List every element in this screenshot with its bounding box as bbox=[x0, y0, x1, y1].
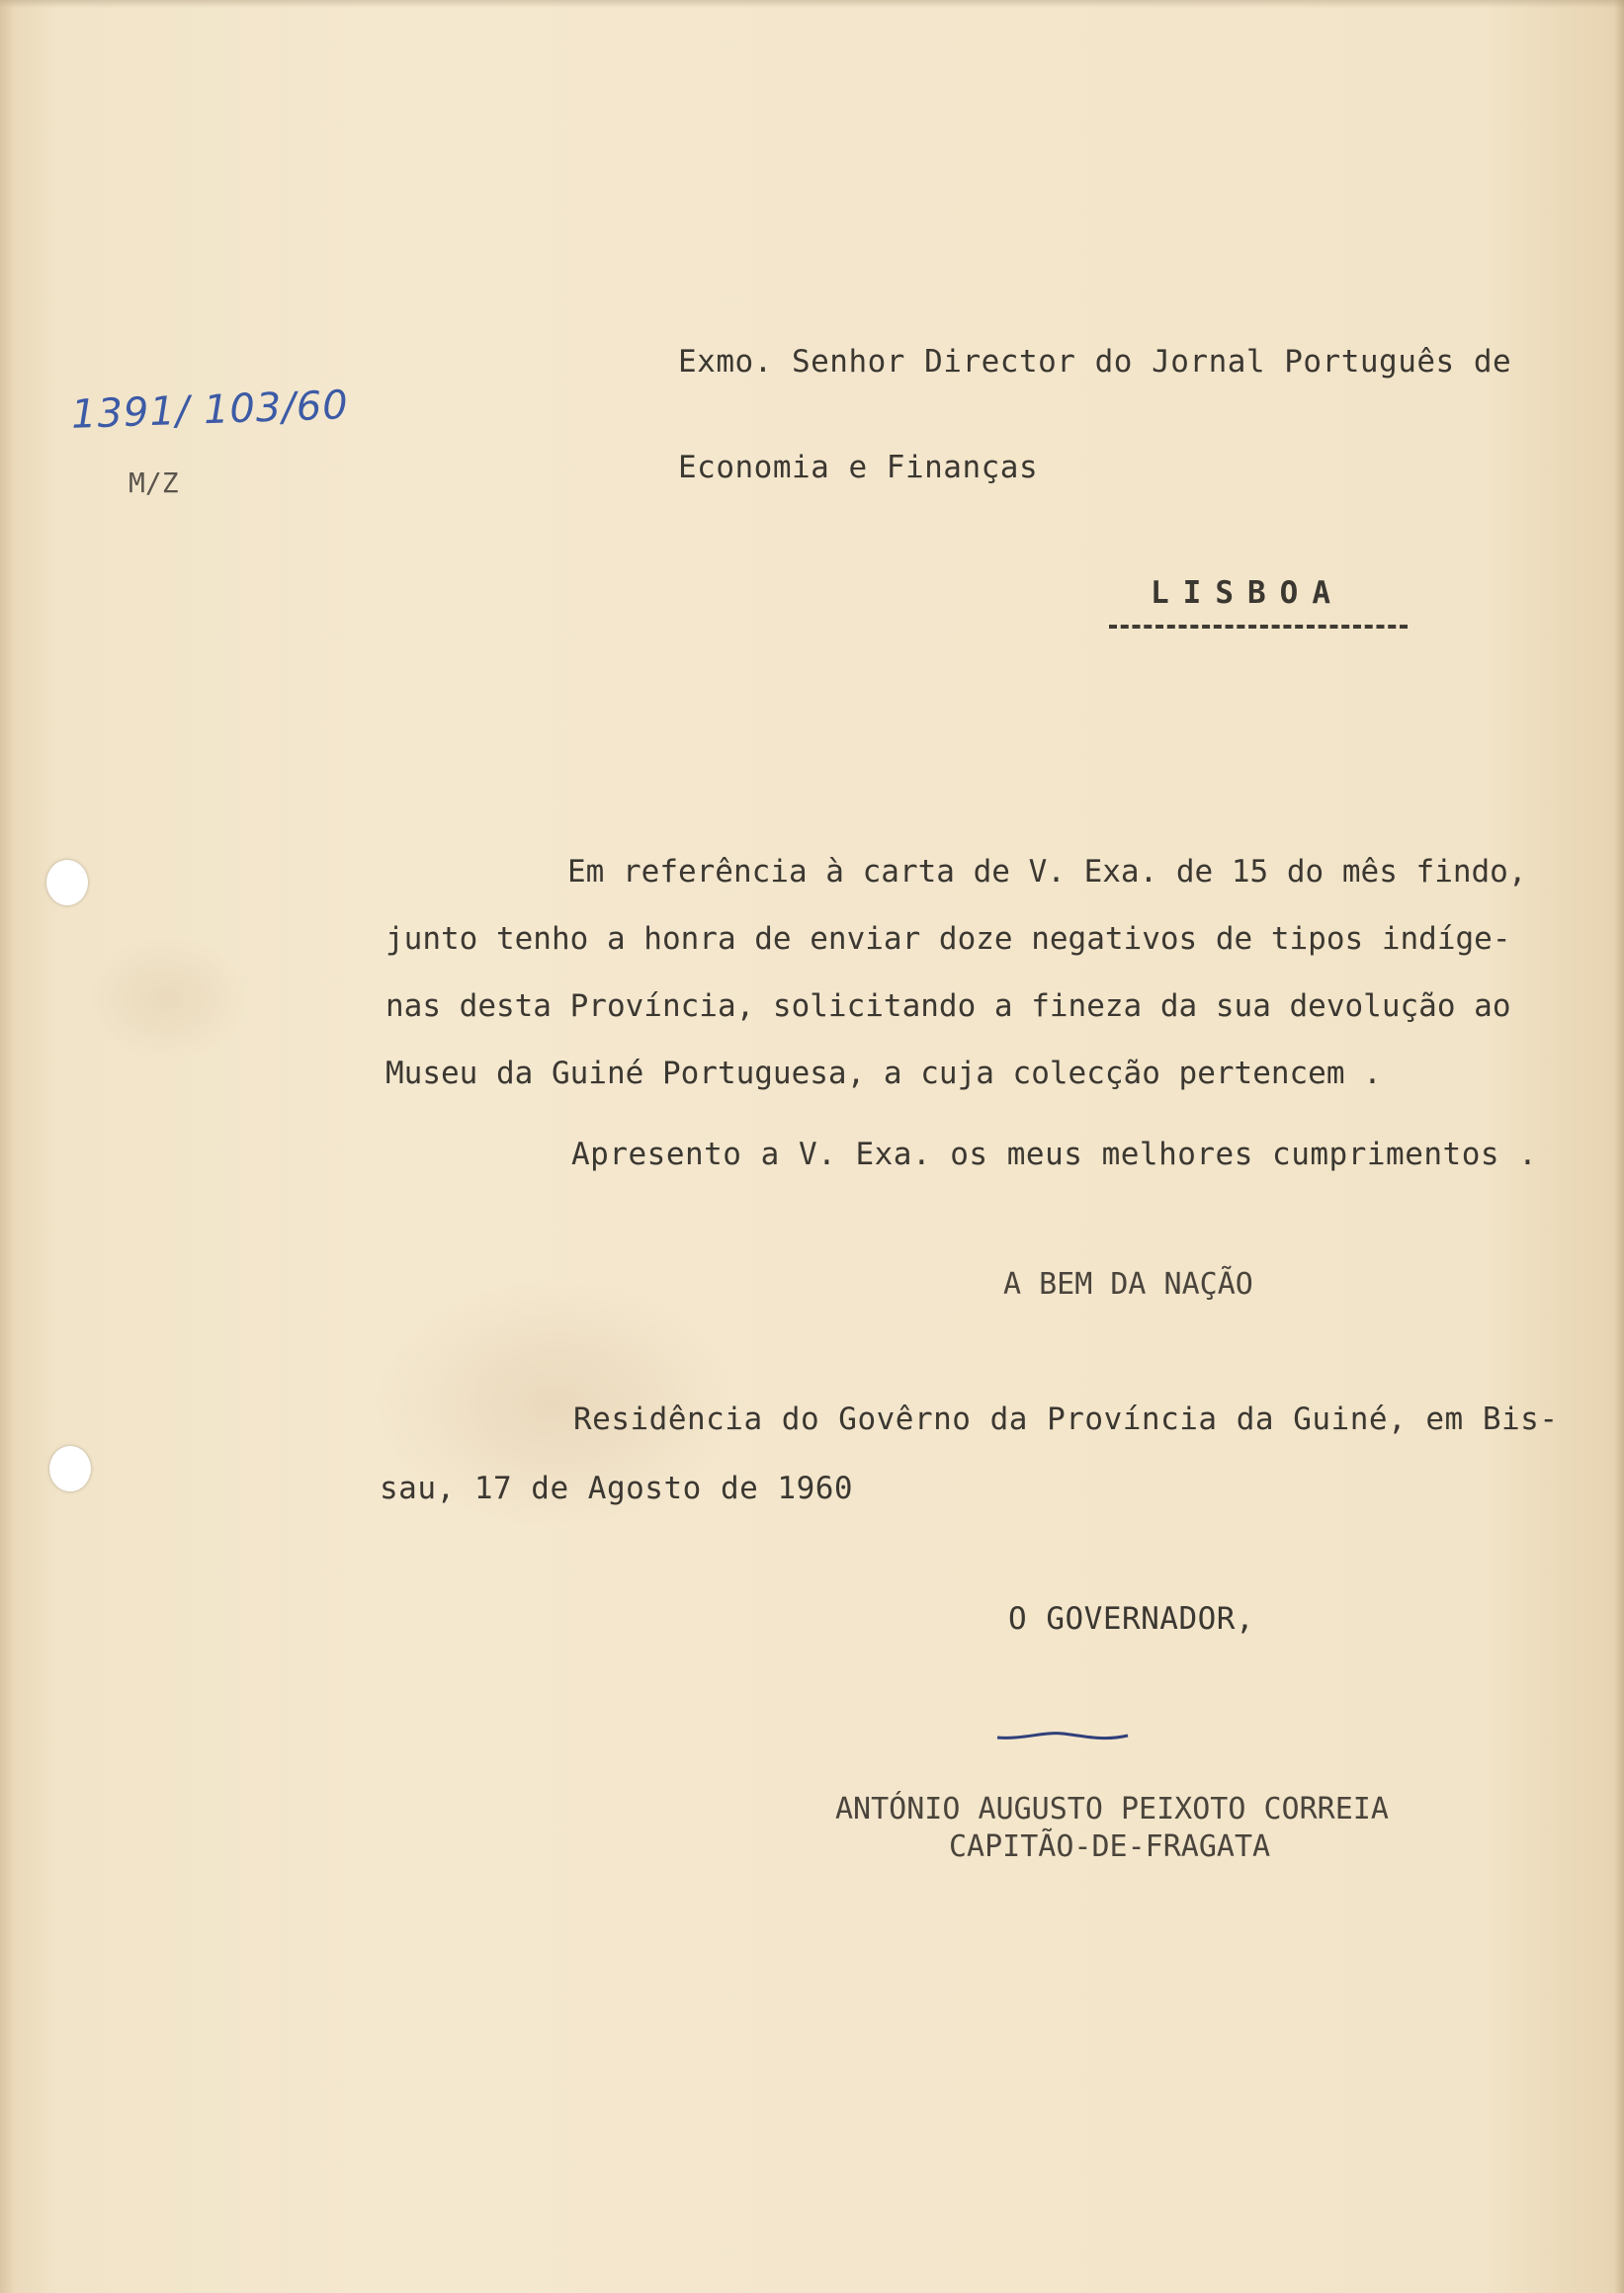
paper-left-edge bbox=[0, 0, 14, 2293]
punch-hole-bottom bbox=[49, 1446, 91, 1491]
addressee-line-1: Exmo. Senhor Director do Jornal Português de bbox=[678, 344, 1512, 380]
body-line: junto tenho a honra de enviar doze negativos de tipos indíge- bbox=[385, 921, 1511, 957]
closing-salutation: A BEM DA NAÇÃO bbox=[1003, 1267, 1253, 1302]
signatory-block bbox=[835, 1791, 1389, 1866]
place-date-line-2: sau, 17 de Agosto de 1960 bbox=[380, 1471, 854, 1506]
signatory-role: O GOVERNADOR, bbox=[1008, 1601, 1255, 1637]
paper-top-edge bbox=[0, 0, 1624, 8]
place-date-line-1: Residência do Govêrno da Província da Guiné, em Bis- bbox=[573, 1401, 1559, 1437]
letter-body bbox=[385, 838, 1601, 1107]
addressee-line-2: Economia e Finanças bbox=[678, 450, 1039, 485]
signature-stroke bbox=[993, 1720, 1132, 1749]
punch-hole-top bbox=[46, 860, 88, 905]
paper-right-edge bbox=[1614, 0, 1624, 2293]
body-line: nas desta Província, solicitando a fineza da sua devolução ao bbox=[385, 988, 1511, 1024]
signatory-name: ANTÓNIO AUGUSTO PEIXOTO CORREIA bbox=[835, 1792, 1389, 1826]
body-line: Em referência à carta de V. Exa. de 15 do mês findo, bbox=[567, 854, 1527, 890]
addressee-city: LISBOA bbox=[1151, 575, 1344, 611]
handwritten-reference-number: 1391/ 103/60 bbox=[70, 382, 350, 438]
body-line: Museu da Guiné Portuguesa, a cuja colecção pertencem . bbox=[385, 1056, 1382, 1091]
courtesy-paragraph: Apresento a V. Exa. os meus melhores cumprimentos . bbox=[571, 1137, 1538, 1172]
signatory-rank: CAPITÃO-DE-FRAGATA bbox=[949, 1829, 1271, 1864]
city-underline bbox=[1109, 625, 1408, 629]
reference-initials: M/Z bbox=[128, 467, 179, 499]
